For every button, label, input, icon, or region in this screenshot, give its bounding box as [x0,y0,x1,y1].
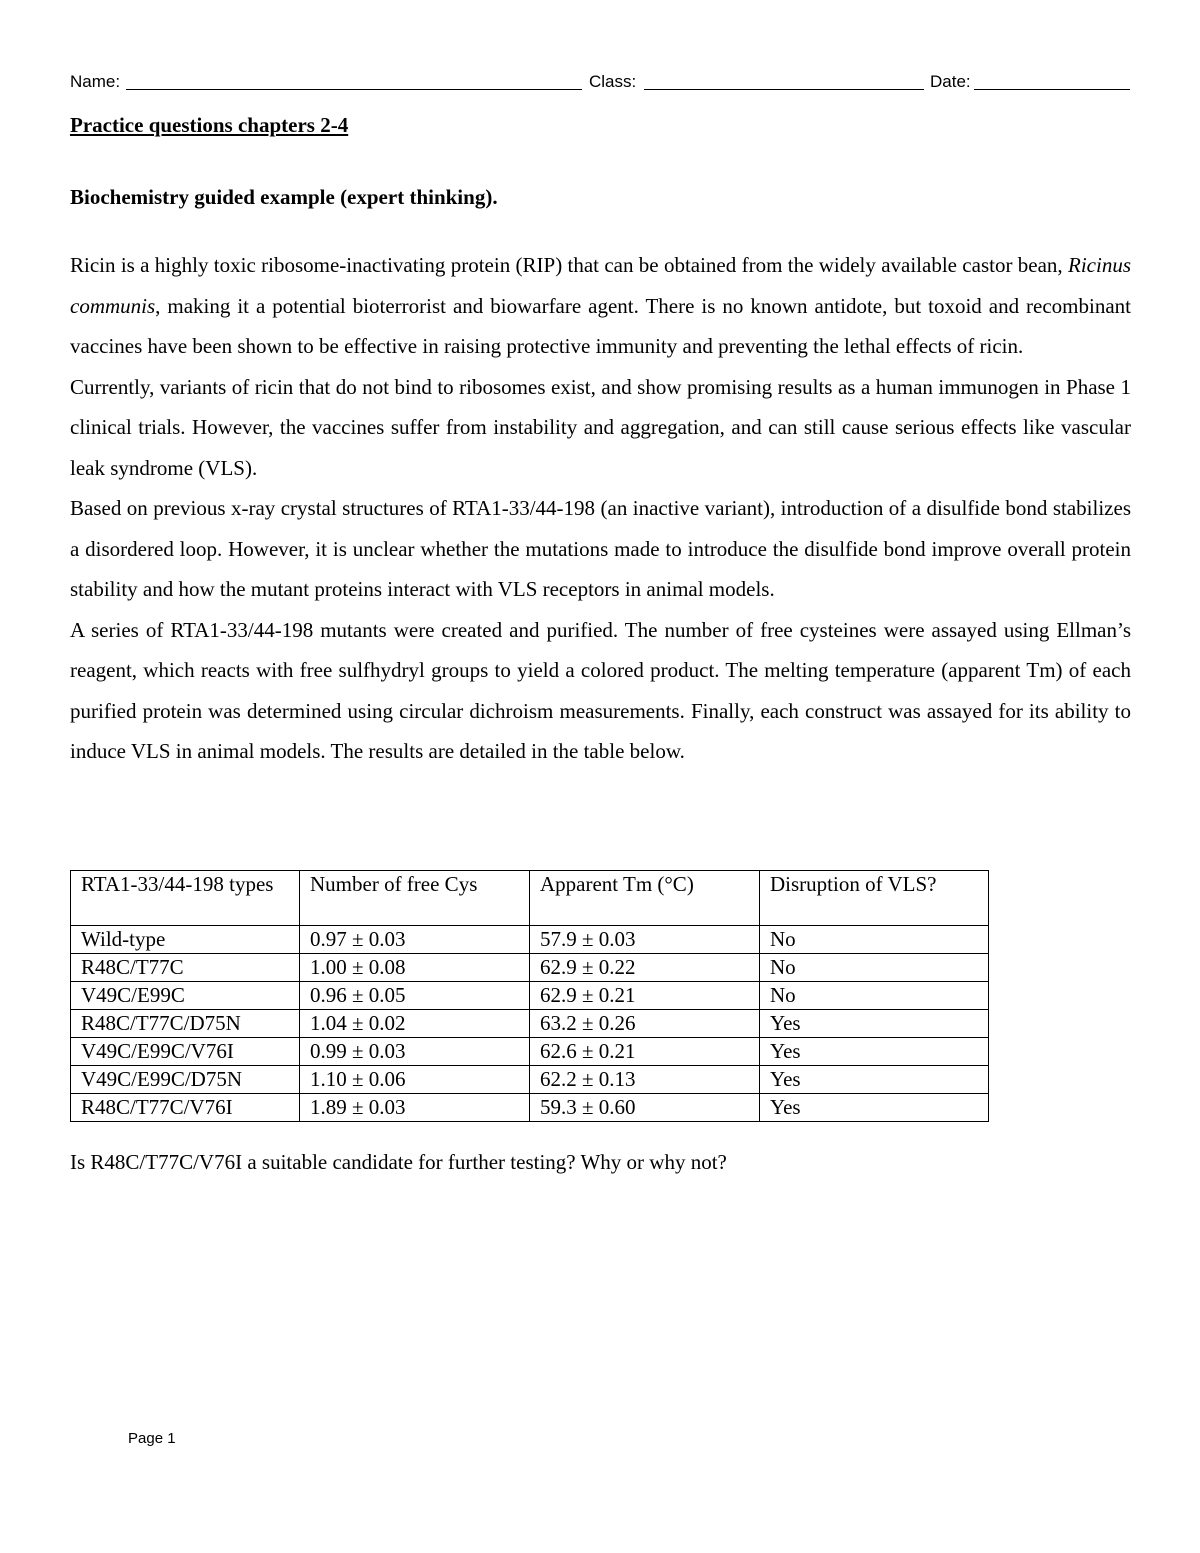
date-label: Date: [930,72,971,91]
table-cell: 0.99 ± 0.03 [300,1038,530,1066]
table-cell: V49C/E99C/V76I [71,1038,300,1066]
table-cell: No [760,954,989,982]
table-cell: R48C/T77C/D75N [71,1010,300,1038]
table-row [71,982,989,1010]
name-blank-line[interactable] [126,89,582,90]
table-cell: V49C/E99C/D75N [71,1066,300,1094]
species-name: Ricinus communis [70,253,1131,318]
table-cell: 59.3 ± 0.60 [530,1094,760,1122]
table-cell: R48C/T77C/V76I [71,1094,300,1122]
table-cell: 0.96 ± 0.05 [300,982,530,1010]
table-cell: Yes [760,1094,989,1122]
table-cell: No [760,982,989,1010]
table-cell: 0.97 ± 0.03 [300,926,530,954]
table-row [71,1094,989,1122]
table-row [71,1038,989,1066]
table-row [71,1010,989,1038]
table-cell: 62.9 ± 0.22 [530,954,760,982]
table-cell: 1.10 ± 0.06 [300,1066,530,1094]
body-text [70,245,1131,772]
results-table [70,870,989,1122]
paragraph-3: Based on previous x-ray crystal structures of RTA1-33/44-198 (an inactive variant), introduction of a disulfide bond stabilizes a disordered loop. However, it is unclear whether the mutations made to introduce the disulfide bond improve overall protein stability and how the mutant proteins interact with VLS receptors in animal models. [70,496,1131,601]
table-cell: V49C/E99C [71,982,300,1010]
paragraph-1: Ricin is a highly toxic ribosome-inactivating protein (RIP) that can be obtained from the widely available castor bean, Ricinus communis, making it a potential bioterrorist and biowarfare agent. There is no known antidote, but toxoid and recombinant vaccines have been shown to be effective in raising protective immunity and preventing the lethal effects of ricin. [70,253,1131,358]
table-cell: 57.9 ± 0.03 [530,926,760,954]
name-label: Name: [70,72,121,91]
table-cell: Wild-type [71,926,300,954]
table-row [71,954,989,982]
table-cell: 62.2 ± 0.13 [530,1066,760,1094]
paragraph-4: A series of RTA1-33/44-198 mutants were created and purified. The number of free cysteines were assayed using Ellman’s reagent, which reacts with free sulfhydryl groups to yield a colored product. The melting temperature (apparent Tm) of each purified protein was determined using circular dichroism measurements. Finally, each construct was assayed for its ability to induce VLS in animal models. The results are detailed in the table below. [70,617,1131,763]
table-cell: Yes [760,1010,989,1038]
section-subtitle: Biochemistry guided example (expert thinking). [70,185,498,209]
class-label: Class: [589,72,637,91]
document-title: Practice questions chapters 2-4 [70,113,349,137]
table-cell: R48C/T77C [71,954,300,982]
table-cell: Yes [760,1038,989,1066]
page-number: Page 1 [128,1430,176,1447]
table-header-cell: Apparent Tm (°C) [530,871,760,926]
paragraph-2: Currently, variants of ricin that do not bind to ribosomes exist, and show promising results as a human immunogen in Phase 1 clinical trials. However, the vaccines suffer from instability and aggregation, and can still cause serious effects like vascular leak syndrome (VLS). [70,374,1131,480]
header-fields [70,72,1130,96]
table-cell: No [760,926,989,954]
class-blank-line[interactable] [644,89,924,90]
table-cell: 1.00 ± 0.08 [300,954,530,982]
table-header-cell: Number of free Cys [300,871,530,926]
table-cell: Yes [760,1066,989,1094]
table-cell: 62.6 ± 0.21 [530,1038,760,1066]
table-cell: 1.04 ± 0.02 [300,1010,530,1038]
table-cell: 62.9 ± 0.21 [530,982,760,1010]
table-row [71,926,989,954]
question-text: Is R48C/T77C/V76I a suitable candidate for further testing? Why or why not? [70,1150,727,1174]
table-cell: 63.2 ± 0.26 [530,1010,760,1038]
table-row [71,1066,989,1094]
table-header-row [71,871,989,926]
table-cell: 1.89 ± 0.03 [300,1094,530,1122]
table-header-cell: RTA1-33/44-198 types [71,871,300,926]
table-header-cell: Disruption of VLS? [760,871,989,926]
date-blank-line[interactable] [974,89,1130,90]
